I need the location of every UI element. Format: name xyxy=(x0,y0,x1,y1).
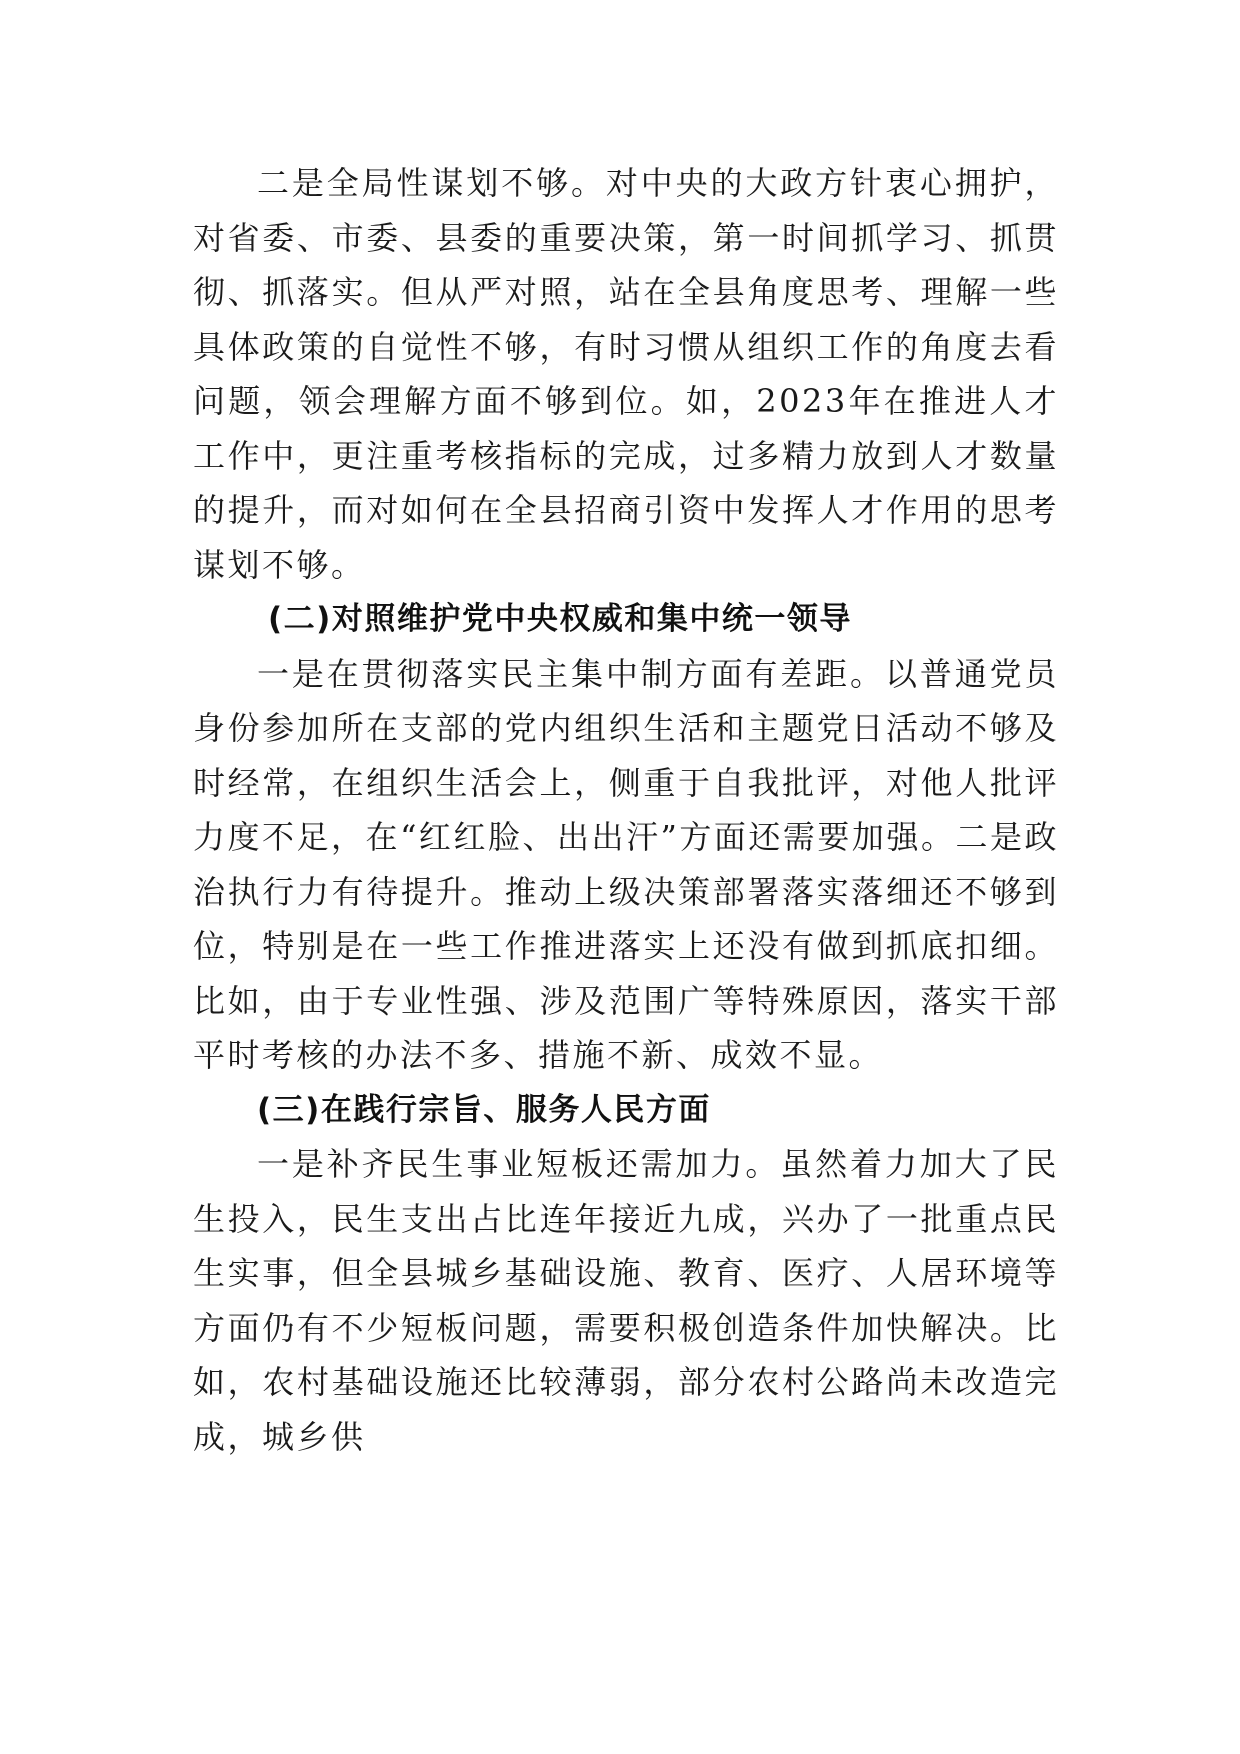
document-body xyxy=(193,156,1059,1464)
section-heading-2: (二)对照维护党中央权威和集中统一领导 xyxy=(268,601,852,637)
paragraph-livelihood: 一是补齐民生事业短板还需加力。虽然着力加大了民生投入，民生支出占比连年接近九成，兴办了一批重点民生实事，但全县城乡基础设施、教育、医疗、人居环境等方面仍有不少短板问题，需要积极创造条件加快解决。比如，农村基础设施还比较薄弱，部分农村公路尚未改造完成，城乡供 xyxy=(193,1145,1059,1456)
section-heading-3: (三)在践行宗旨、服务人民方面 xyxy=(257,1091,711,1128)
paragraph-democratic-centralism: 一是在贯彻落实民主集中制方面有差距。以普通党员身份参加所在支部的党内组织生活和主题党日活动不够及时经常，在组织生活会上，侧重于自我批评，对他人批评力度不足，在“红红脸、出出汗”方面还需要加强。二是政治执行力有待提升。推动上级决策部署落实落细还不够到位，特别是在一些工作推进落实上还没有做到抓底扣细。比如，由于专业性强、涉及范围广等特殊原因，落实干部平时考核的办法不多、措施不新、成效不显。 xyxy=(193,654,1059,1074)
paragraph-overall-planning: 二是全局性谋划不够。对中央的大政方针衷心拥护，对省委、市委、县委的重要决策，第一时间抓学习、抓贯彻、抓落实。但从严对照，站在全县角度思考、理解一些具体政策的自觉性不够，有时习惯从组织工作的角度去看问题，领会理解方面不够到位。如，2023年在推进人才工作中，更注重考核指标的完成，过多精力放到人才数量的提升，而对如何在全县招商引资中发挥人才作用的思考谋划不够。 xyxy=(193,164,1059,584)
